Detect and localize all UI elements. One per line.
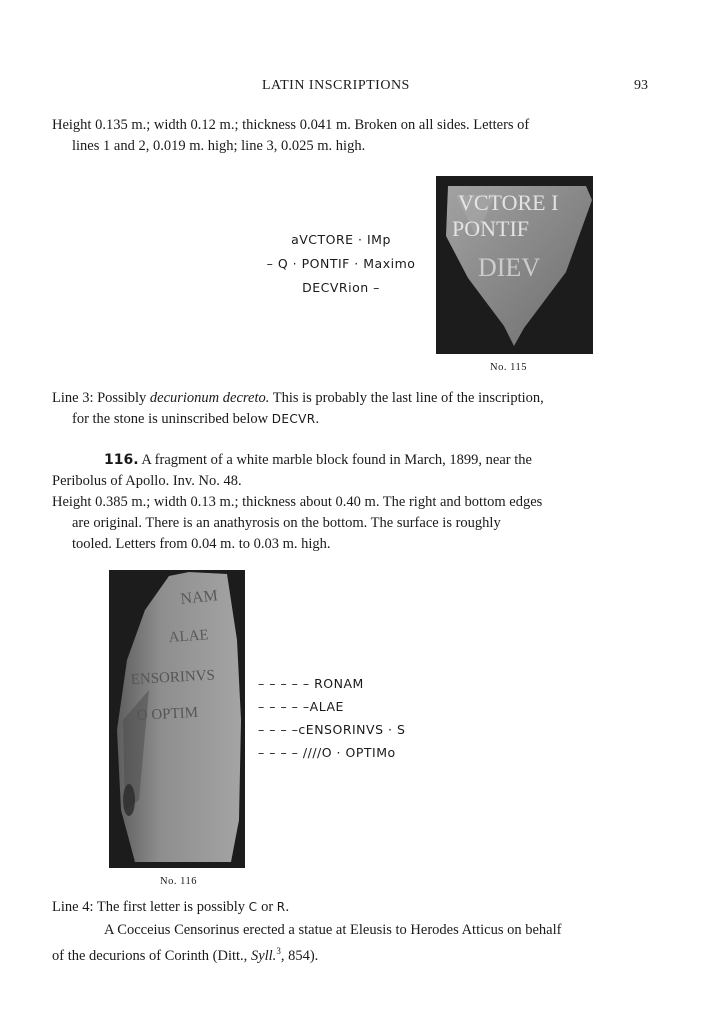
note-text: .	[285, 899, 290, 915]
note-line	[52, 409, 654, 430]
note-text: for the stone is uninscribed below	[72, 411, 272, 427]
inscription-115-text	[256, 228, 426, 300]
note-line	[52, 388, 654, 409]
epigraph-line: – – – – ////O · OPTIMo	[258, 745, 396, 760]
dimensions-line: Height 0.135 m.; width 0.12 m.; thickness 0.041 m. Broken on all sides. Letters of	[52, 117, 530, 133]
closing-line	[52, 941, 654, 967]
inscription-115-note	[52, 388, 654, 430]
photo-letters: DIEV	[478, 253, 541, 282]
caption-116: No. 116	[160, 876, 197, 887]
note-italic: decurionum decreto.	[149, 390, 270, 406]
dimensions-line: lines 1 and 2, 0.019 m. high; line 3, 0.025 m. high.	[72, 138, 366, 154]
photo-letters: PONTIF	[452, 216, 530, 241]
dimensions-line: are original. There is an anathyrosis on the bottom. The surface is roughly	[72, 515, 501, 531]
inscription-116-description	[52, 450, 654, 555]
dimensions-line: Height 0.385 m.; width 0.13 m.; thickness about 0.40 m. The right and bottom edges	[52, 494, 543, 510]
running-head: LATIN INSCRIPTIONS	[262, 78, 410, 93]
dimensions-line: tooled. Letters from 0.04 m. to 0.03 m. high.	[72, 536, 331, 552]
photo-letters: VCTORE I	[458, 190, 559, 215]
epigraph-line: – – – – –ALAE	[258, 699, 344, 714]
note-sans: DECVR	[271, 412, 316, 426]
note-text: Line 4: The first letter is possibly	[52, 899, 249, 915]
note-text: or	[257, 899, 277, 915]
citation-superscript: 3	[276, 946, 281, 956]
closing-line: A Cocceius Censorinus erected a statue at Eleusis to Herodes Atticus on behalf	[104, 922, 562, 938]
description-line: Peribolus of Apollo. Inv. No. 48.	[52, 473, 242, 489]
epigraph-line: – – – –cENSORINVS · S	[258, 722, 406, 737]
epigraph-line: DECVRion –	[302, 280, 380, 295]
photo-letters: O OPTIM	[136, 704, 199, 724]
caption-115: No. 115	[490, 362, 527, 373]
photo-letters: NAM	[179, 587, 219, 608]
closing-text: of the decurions of Corinth (Ditt.,	[52, 947, 251, 964]
photo-letters: ENSORINVS	[130, 667, 216, 688]
note-text: .	[315, 411, 320, 427]
epigraph-line: aVCTORE · IMp	[291, 232, 391, 247]
stone-fragment-116	[109, 570, 245, 868]
epigraph-line: – – – – – RONAM	[258, 676, 364, 691]
inscription-116-note	[52, 897, 654, 918]
inscription-115-dimensions	[52, 115, 654, 157]
description-text: A fragment of a white marble block found in March, 1899, near the	[138, 452, 532, 468]
stone-fragment-115	[436, 176, 593, 354]
page-number: 93	[634, 78, 648, 93]
photo-115	[436, 176, 593, 354]
page-header	[0, 78, 710, 98]
photo-letters: ALAE	[168, 627, 210, 646]
closing-paragraph	[52, 920, 654, 967]
note-text: Line 3: Possibly	[52, 390, 150, 406]
citation-italic: Syll.	[250, 947, 277, 964]
closing-text: , 854).	[280, 947, 319, 964]
inscription-116-text	[258, 672, 458, 764]
description-line	[52, 450, 654, 471]
note-text: This is probably the last line of the inscription,	[269, 390, 544, 406]
photo-116	[109, 570, 245, 868]
note-sans: R	[276, 900, 286, 914]
epigraph-line: – Q · PONTIF · Maximo	[266, 256, 416, 271]
entry-number: 116.	[104, 452, 139, 468]
note-sans: C	[248, 900, 258, 914]
